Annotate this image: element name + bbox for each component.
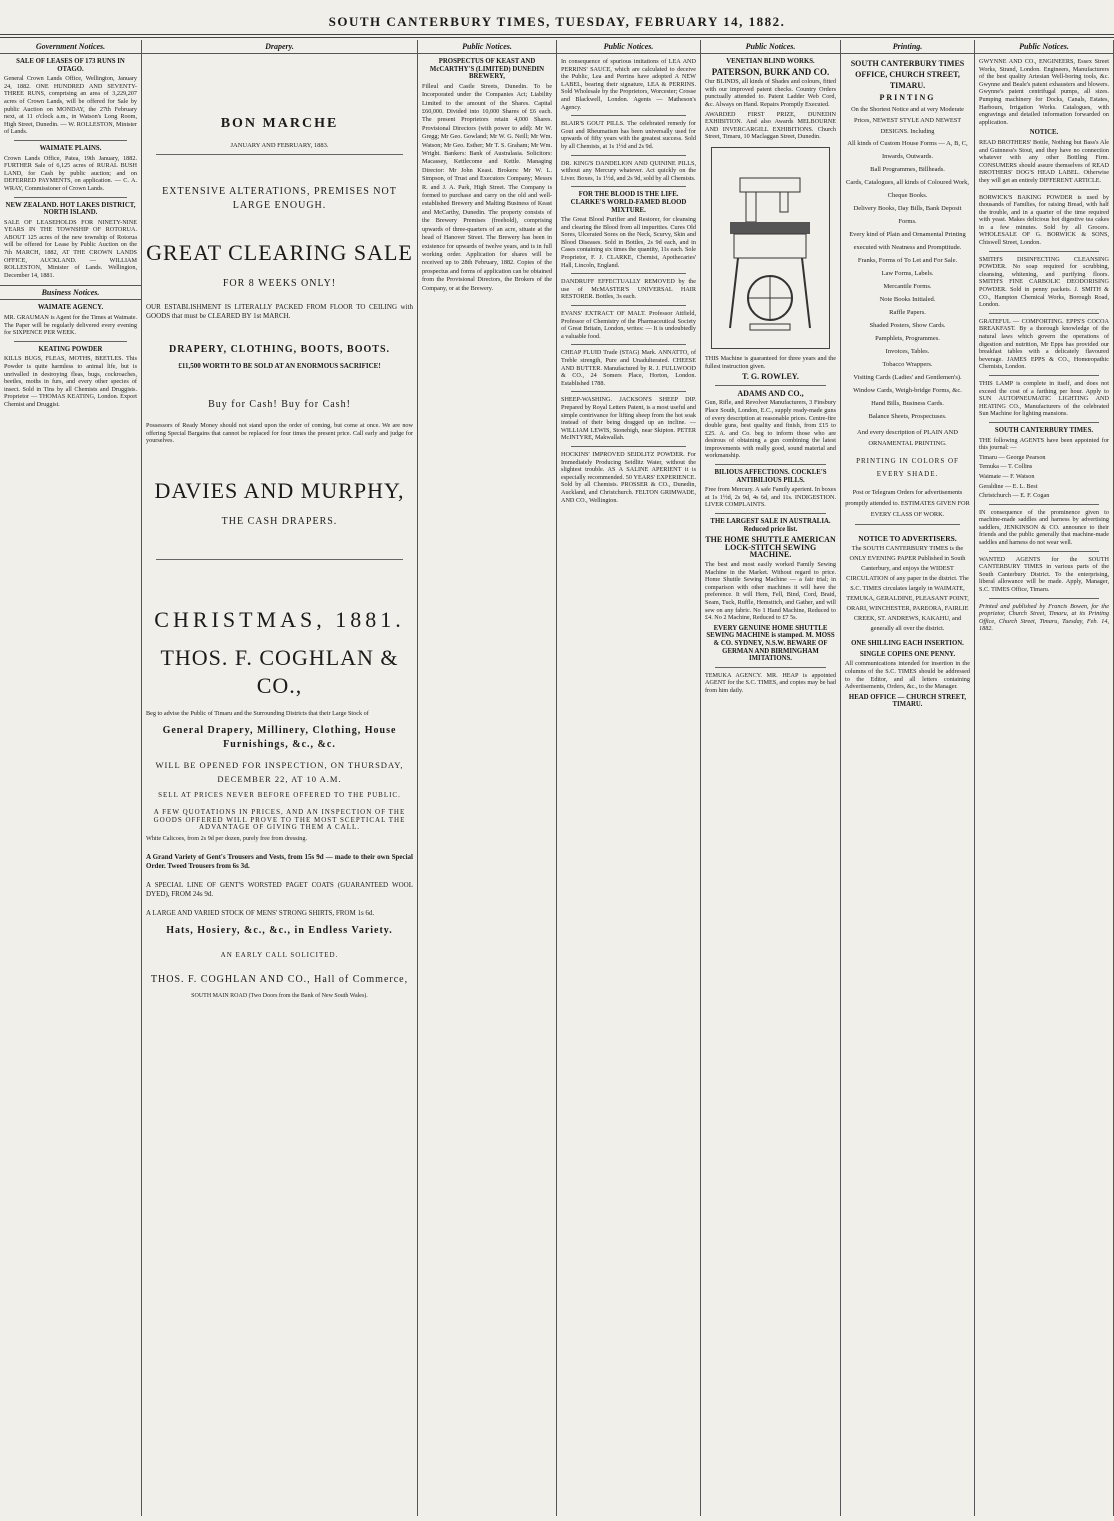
masthead <box>0 0 1114 35</box>
blair-notice: BLAIR'S GOUT PILLS. The celebrated remedy for Gout and Rheumatism has been universally used for upwards of fifty years with the greatest success. Sold by all Chemists, at 1s 1½d and 2s 9d. <box>561 120 696 150</box>
coghlan-intro: Beg to advise the Public of Timaru and the Surrounding Districts that their Large Stock of <box>146 709 369 717</box>
packed-notice: OUR ESTABLISHMENT IS LITERALLY PACKED FROM FLOOR TO CEILING with GOODS that must be CLEARED BY 1st MARCH. <box>146 302 413 320</box>
bon-marche-title: BON MARCHE <box>220 116 339 131</box>
drapery-line: DRAPERY, CLOTHING, BOOTS, BOOTS. <box>168 343 391 355</box>
sewing-machine-illustration <box>711 147 831 349</box>
prospectus-title: PROSPECTUS OF KEAST AND McCARTHY'S (LIMITED) DUNEDIN BREWERY, <box>429 58 545 81</box>
notice-body: KILLS BUGS, FLEAS, MOTHS, BEETLES. This Powder is quite harmless to animal life, but is unrivalled in destroying fleas, bugs, cockroaches, beetles, moths in furs, and every other species of insect. Sold in Tins by all Chemists and Druggists. Proprietor — THOMAS KEATING, London. Export Chemist and Druggist. <box>4 355 137 408</box>
agent-entry: Christchurch — E. F. Cogan <box>979 492 1050 500</box>
printing-item: Every kind of Plain and Ornamental Printing executed with Neatness and Promptitude. <box>849 230 966 251</box>
divider <box>571 186 686 187</box>
head-office: HEAD OFFICE — CHURCH STREET, TIMARU. <box>848 693 967 709</box>
divider <box>715 513 826 514</box>
lighting-notice: THIS LAMP is complete in itself, and does not exceed the cost of a farthing per hour. Apply to SUN AUTOPNEUMATIC LIGHTING AND HEATING CO., Manufacturers of the celebrated Sun Machine for lighting mansions. <box>979 379 1109 418</box>
bon-marche-dates: JANUARY AND FEBRUARY, 1883. <box>230 142 329 149</box>
divider <box>855 524 960 525</box>
machine-caption: THIS Machine is guaranteed for three years and the fullest instruction given. <box>705 354 836 370</box>
notice-advertisers-title: NOTICE TO ADVERTISERS. <box>858 533 957 543</box>
wanted-agents: WANTED AGENTS for the SOUTH CANTERBURY TIMES in various parts of the South Canterbury District. To the enterprising, liberal allowance will be made. Apply, Manager, S.C. TIMES Office, Timaru. <box>979 555 1109 594</box>
blood-title: FOR THE BLOOD IS THE LIFE. CLARKE'S WORLD-FAMED BLOOD MIXTURE. <box>570 191 687 214</box>
printing-list <box>845 137 970 423</box>
plain-ornamental: And every description of PLAIN AND ORNAMENTAL PRINTING. <box>857 428 958 447</box>
prospectus-body: Filleul and Castle Streets, Dunedin. To be Incorporated under the Companies Act; Liability Limited to the amount of the Shares. Capital £60,000. Divided into 10,000 Shares of £6 each. The present Proprietors retain 4,000 Shares. Provisional Directors (with power to add): Mr W. Gregg; Mr Geo. Gowland; Mr W. G. Neill; Mr Wm. Watson; Mr Geo. Esther; Mr T. S. Graham; Mr Wm. Wright. Bankers: Bank of Australasia. Solicitors: Macassey, Kettlecome and Kettle. Managing Director: Mr John Keast. Brokers: Mr W. L. Simpson, of Trust and Executors Company; Messrs R. and J. A. Park, High Street. The Company is formed to purchase and carry on the old and well-established Brewery and Malting Business of Keast and McCarthy, Dunedin. The property consists of the Brewery Premises (freehold), comprising upwards of three-quarters of an acre, situate at the head of Hanover Street. The Brewery has been in existence for upwards of twelve years, and is in full working order. Application for shares will be received up to 28th February, 1882. Copies of the prospectus and forms of application can be obtained from the Provisional Directors, the Brokers of the Company, or at the Brewery. <box>422 82 552 292</box>
divider <box>989 189 1099 190</box>
bargains-text: Possessors of Ready Money should not stand upon the order of coming, but come at once. We are now offering Special Bargains that cannot be replaced for four times the present price. Call early and judge for yourselves. <box>146 422 413 445</box>
printing-colours: PRINTING IN COLORS OF EVERY SHADE. <box>856 456 959 478</box>
notice-title: WAIMATE AGENCY. <box>37 304 104 312</box>
notice-title: KEATING POWDER <box>38 345 103 353</box>
rowley-name: T. G. ROWLEY. <box>742 372 799 382</box>
printing-item: Tobacco Wrappers. <box>882 360 933 368</box>
divider <box>989 422 1099 423</box>
printing-item: Hand Bills, Business Cards. <box>871 399 944 407</box>
trousers: A Grand Variety of Gent's Trousers and Vests, from 15s 9d — made to their own Special Order. Tweed Trousers from 6s 3d. <box>146 852 413 870</box>
evans-notice: EVANS' EXTRACT OF MALT. Professor Attfield, Professor of Chemistry of the Pharmaceutical Society of Great Britain, London, writes: — It is undoubtedly a valuable food. <box>561 310 696 340</box>
printing-item: Pamphlets, Programmes. <box>875 334 940 342</box>
clearing-sale-title: GREAT CLEARING SALE <box>146 239 413 265</box>
adams-body: Gun, Rifle, and Revolver Manufacturers, 3 Finsbury Place South, London, E.C., supply ready-made guns of every description at reasonable prices. Centre-fire double guns, best quality and finish, from £15 to £25. A. and Co. beg to inform those who are desirous of obtaining a gun combining the latest improvements with really good, sound material and workmanship. <box>705 399 836 460</box>
alterations-heading: EXTENSIVE ALTERATIONS, PREMISES NOT LARGE ENOUGH. <box>162 185 397 211</box>
printing-item: Invoices, Tables. <box>885 347 930 355</box>
printing-item: Window Cards, Weigh-bridge Forms, &c. <box>853 386 962 394</box>
divider <box>571 305 686 306</box>
divider <box>571 155 686 156</box>
lea-perrins-notice: In consequence of spurious imitations of LEA AND PERRINS' SAUCE, which are calculated to deceive the Public, Lea and Perrins have adopted A NEW LABEL, bearing their signature, LEA & PERRINS. Sold Wholesale by the Proprietors, Worcester; Crosse and Blackwell, London. Agents — Matheson's Agency. <box>561 58 696 111</box>
borwick-notice: BORWICK'S BAKING POWDER is used by thousands of Families, for raising Bread, with half the trouble, and in a quarter of the time required with yeast. Makes delicious hot digestive tea cakes in a few minutes. Sold by all Grocers. WHOLESALE OF G. BORWICK & SONS, Chiswell Street, London. <box>979 193 1109 247</box>
column-drapery <box>142 40 418 1516</box>
divider <box>989 375 1099 376</box>
column-public-notices-3 <box>701 40 841 1516</box>
column-header: Public Notices. <box>701 40 840 54</box>
column-public-notices-2 <box>557 40 701 1516</box>
printing-item: Law Forms, Labels. <box>881 269 934 277</box>
communications: All communications intended for insertion in the columns of the S.C. TIMES should be addressed to the Editor, and all letters containing Advertisements, Orders, &c., to the Manager. <box>845 660 970 691</box>
divider <box>715 464 826 465</box>
column-public-notices-4 <box>975 40 1114 1516</box>
agents-list <box>979 454 1109 500</box>
gwynne-notice: GWYNNE AND CO., ENGINEERS, Essex Street Works, Strand, London. Engineers, Manufacturers of the best quality Artesian Well-boring tools, &c. Gwynne and Beale's patent exhausters and blowers. Gwynne's patent centrifugal pumps, all sizes. Pumping machinery for Docks, Canals, Estates, Harbours, Irrigation Works. Catalogues, with engravings and detailed information forwarded on application. <box>979 58 1109 126</box>
award-notice: AWARDED FIRST PRIZE, DUNEDIN EXHIBITION. And also Awards MELBOURNE AND INVERCARGILL EXHIBITIONS. Church Street, Timaru, 10 Maclaggan Street, Dunedin. <box>705 110 836 141</box>
sewing-machine-icon <box>720 158 820 338</box>
cockle-body: Free from Mercury. A safe Family aperient. In boxes at 1s 1½d, 2s 9d, 4s 6d, and 11s. INDIGESTION. LIVER COMPLAINTS. <box>705 486 836 509</box>
opening-notice: WILL BE OPENED FOR INSPECTION, ON THURSDAY, DECEMBER 22, AT 10 A.M. <box>155 759 404 784</box>
printing-intro: On the Shortest Notice and at very Moderate Prices, NEWEST STYLE AND NEWEST DESIGNS. Including <box>851 105 964 135</box>
davies-murphy-title: DAVIES AND MURPHY, <box>154 477 405 503</box>
early-call: AN EARLY CALL SOLICITED. <box>220 950 339 959</box>
divider <box>571 391 686 392</box>
coghlan-title: THOS. F. COGHLAN & CO., <box>160 644 399 698</box>
coghlan-address: SOUTH MAIN ROAD (Two Doors from the Bank of New South Wales). <box>191 993 368 1000</box>
printing-item: Ball Programmes, Billheads. <box>870 165 945 173</box>
sell-prices: SELL AT PRICES NEVER BEFORE OFFERED TO THE PUBLIC. <box>158 790 401 799</box>
shirts: A LARGE AND VARIED STOCK OF MENS' STRONG SHIRTS, FROM 1s 6d. <box>146 908 375 917</box>
jenkinson-notice: IN consequence of the prominence given to machine-made saddles and harness by advertising saddlers, JENKINSON & CO. announce to their friends and the public generally that machine-made saddles and harness do not wear well. <box>979 508 1109 547</box>
read-brothers-notice: READ BROTHERS' Bottle, Nothing but Bass's Ale and Guinness's Stout, and they have no connection whatever with any other Bottling Firm. CONSUMERS should assure themselves of READ BROTHERS' DOG'S HEAD LABEL. Otherwise they will get an entirely DIFFERENT ARTICLE. <box>979 138 1109 184</box>
christmas-title: CHRISTMAS, 1881. <box>154 606 405 632</box>
divider <box>989 504 1099 505</box>
divider <box>14 341 127 342</box>
printing-item: All kinds of Custom House Forms — A, B, C, Inwards, Outwards. <box>847 139 968 160</box>
printing-item: Raffle Papers. <box>889 308 926 316</box>
calicoes: White Calicoes, from 2s 9d per dozen, purely free from dressing. <box>146 834 307 842</box>
estimates: Post or Telegram Orders for advertisements promptly attended to. ESTIMATES GIVEN FOR EVERY CLASS OF WORK. <box>845 488 970 518</box>
divider <box>571 115 686 116</box>
masthead-rule <box>0 37 1114 38</box>
printing-item: Mercantile Forms. <box>883 282 932 290</box>
printing-item: Visiting Cards (Ladies' and Gentlemen's). <box>853 373 962 381</box>
divider <box>571 446 686 447</box>
divider <box>715 385 826 386</box>
divider <box>989 313 1099 314</box>
imprint: Printed and published by Francis Bowen, for the proprietor, Church Street, Timaru, at its Printing Office, Church Street, Timaru, Tuesday, Feb. 14, 1882. <box>979 602 1109 633</box>
largest-sale: THE LARGEST SALE IN AUSTRALIA. Reduced price list. <box>710 518 831 533</box>
notice-body: SALE OF LEASEHOLDS FOR NINETY-NINE YEARS IN THE TOWNSHIP OF ROTORUA. ABOUT 125 acres of the new township of Rotorua will be offered for Lease by Public Auction on the 7th MARCH, 1882, AT THE CROWN LANDS OFFICE, AUCKLAND. — WILLIAM ROLLESTON, Minister of Lands. Wellington, December 14, 1881. <box>4 218 137 279</box>
printing-item: Balance Sheets, Prospectuses. <box>868 412 947 420</box>
agent-entry: Geraldine — E. L. Best <box>979 482 1038 490</box>
agent-entry: Waimate — F. Watson <box>979 472 1035 480</box>
blood-body: The Great Blood Purifier and Restorer, for cleansing and clearing the Blood from all impurities. Cures Old Sores, Ulcerated Sores on the Neck, Scurvy, Skin and Blood Diseases. Sold in Bottles, 2s 9d each, and in Cases containing six times the quantity, 11s each. Sole Proprietor, F. J. CLARKE, Chemist, Apothecaries' Hall, Lincoln, England. <box>561 216 696 269</box>
agents-title: SOUTH CANTERBURY TIMES. <box>994 426 1094 434</box>
quotations: A FEW QUOTATIONS IN PRICES, AND AN INSPECTION OF THE GOODS OFFERED WILL PROVE TO THE MOST SCEPTICAL THE ADVANTAGE OF GIVING THEM A CALL. <box>153 808 406 832</box>
sheep-notice: SHEEP-WASHING. JACKSON'S SHEEP DIP. Prepared by Royal Letters Patent, is a most useful and simple contrivance for lifting sheep from the hot soak instead of their being dragged up an incline. — WILLIAM LEWIS, Stonehigh, near Skipton. PETER McINTYRE, Makwallah. <box>561 396 696 442</box>
weeks-only: FOR 8 WEEKS ONLY! <box>222 277 337 289</box>
worsted-coats: A SPECIAL LINE OF GENT'S WORSTED PAGET COATS (GUARANTEED WOOL DYED), FROM 24s 9d. <box>146 880 413 898</box>
blinds-body: Our BLINDS, all kinds of Shades and colours, fitted with our improved patent checks. Country Orders punctually attended to. Patent Ladder Web Cord, &c. Always on Hand. Repairs Promptly Executed. <box>705 78 836 108</box>
notice-body: General Crown Lands Office, Wellington, January 24, 1882. ONE HUNDRED AND SEVENTY-THREE RUNS, comprising an area of 3,229,207 acres of Crown Lands, will be offered for Sale by public Auction on MONDAY, the 27th February next, at 11 o'clock a.m., in Watson's Long Room, High Street, Dunedin. — W. ROLLESTON, Minister of Lands. <box>4 75 137 136</box>
notice-title: SALE OF LEASES OF 173 RUNS IN OTAGO. <box>16 58 125 73</box>
divider <box>989 251 1099 252</box>
divider <box>571 344 686 345</box>
column-header: Public Notices. <box>975 40 1113 54</box>
shilling-insertion: ONE SHILLING EACH INSERTION. <box>851 640 964 648</box>
printing-item: Cards, Catalogues, all kinds of Coloured Work, Cheque Books. <box>845 178 970 199</box>
shuttle-title: THE HOME SHUTTLE AMERICAN LOCK-STITCH SEWING MACHINE. <box>705 535 836 560</box>
column-public-notices-1 <box>418 40 557 1516</box>
sacrifice-line: £11,500 WORTH TO BE SOLD AT AN ENORMOUS SACRIFICE! <box>178 361 381 370</box>
agents-intro: THE following AGENTS have been appointed for this journal: — <box>979 436 1109 452</box>
printing-item: Franks, Forms of To Let and For Sale. <box>857 256 958 264</box>
hall-of-commerce: THOS. F. COGHLAN AND CO., Hall of Commerce, <box>150 974 409 986</box>
temuka-agency: TEMUKA AGENCY. MR. HEAP is appointed AGENT for the S.C. TIMES, and copies may be had from him daily. <box>705 671 836 694</box>
buy-cash-line: Buy for Cash! Buy for Cash! <box>208 399 351 411</box>
masthead-title: SOUTH CANTERBURY TIMES, TUESDAY, FEBRUARY 14, 1882. <box>328 14 786 29</box>
printing-item: Note Books Initialed. <box>879 295 936 303</box>
column-header: Drapery. <box>142 40 417 54</box>
notice-heading: NOTICE. <box>1029 129 1059 137</box>
cockle-title: BILIOUS AFFECTIONS. COCKLE'S ANTIBILIOUS PILLS. <box>714 469 827 484</box>
divider <box>571 273 686 274</box>
printing-item: Shaded Posters, Show Cards. <box>869 321 946 329</box>
king-notice: DR. KING'S DANDELION AND QUININE PILLS, without any Mercury whatever. Act quickly on the Liver. Boxes, 1s 1½d, and 2s 9d, sold by all Chemists. <box>561 159 696 182</box>
column-government-notices <box>0 40 142 1516</box>
printing-title: PRINTING <box>879 93 936 102</box>
notice-body: Crown Lands Office, Patea, 19th January, 1882. FURTHER Sale of 6,125 acres of RURAL BUSH LAND, for Cash by public auction; and on DEFERRED PAYMENTS, on application. — C. A. WRAY, Commissioner of Crown Lands. <box>4 154 137 192</box>
general-drapery: General Drapery, Millinery, Clothing, House Furnishings, &c., &c. <box>162 724 397 750</box>
adams-title: ADAMS AND CO., <box>737 388 804 398</box>
single-copies: SINGLE COPIES ONE PENNY. <box>859 650 956 658</box>
column-header: Public Notices. <box>557 40 700 54</box>
column-header: Printing. <box>841 40 974 54</box>
divider <box>14 140 127 141</box>
divider <box>989 598 1099 599</box>
printing-item: Delivery Books, Day Bills, Bank Deposit Forms. <box>853 204 962 225</box>
divider <box>989 551 1099 552</box>
agent-entry: Timaru — George Pearson <box>979 453 1046 461</box>
notice-title: WAIMATE PLAINS. <box>39 144 102 152</box>
epps-notice: GRATEFUL — COMFORTING. EPPS'S COCOA BREAKFAST. By a thorough knowledge of the natural laws which govern the operations of digestion and nutrition, Mr Epps has provided our breakfast tables with a delicately flavoured beverage. JAMES EPPS & CO., Homœopathic Chemists, London. <box>979 317 1109 371</box>
column-printing <box>841 40 975 1516</box>
divider <box>156 154 403 155</box>
cash-drapers: THE CASH DRAPERS. <box>221 515 338 527</box>
hockins-notice: HOCKINS' IMPROVED SEIDLITZ POWDER. For Immediately Producing Seidlitz Water, without the slightest trouble. AS A SALINE APERIENT it is especially recommended. 50 YEARS' EXPERIENCE. Sold by all Chemists. PROSSER & CO., Dunedin, Auckland, and Christchurch. FELTON GRIMWADE, AND CO., Wellington. <box>561 450 696 504</box>
notice-advertisers-body: The SOUTH CANTERBURY TIMES is the ONLY EVENING PAPER Published in South Canterbury, and enjoys the WIDEST CIRCULATION of any paper in the district. The S.C. TIMES circulates largely in WAIMATE, TEMUKA, GERALDINE, PLEASANT POINT, ORARI, WINCHESTER, PAREORA, FAIRLIE CREEK, ST. ANDREWS, KAKAHU, and generally all over the district. <box>846 545 969 633</box>
annatto-notice: CHEAP FLUID Trade (STAG) Mark. ANNATTO, of Treble strength, Pure and Unadulterated. CHEESE AND BUTTER. Manufactured by R. J. FULLWOOD & CO., 24 Somers Place, Horton, London. Established 1788. <box>561 349 696 387</box>
agent-entry: Temuka — T. Collins <box>979 463 1033 471</box>
shuttle-body: The best and most easily worked Family Sewing Machine in the Market. Without regard to price. Home Shuttle Sewing Machine — a fair trial; in comparison with other machines it will have the preference. It will Hem, Fell, Bind, Cord, Braid, Seam, Tuck, Ruffle, Hemstitch, and Gather, and will sew on any fabric. No 1 Hand Machine, Reduced to £4. No 2 Machine, Reduced to £7 5s. <box>705 561 836 622</box>
office-title: SOUTH CANTERBURY TIMES OFFICE, CHURCH STREET, TIMARU. <box>850 59 965 90</box>
blinds-title: VENETIAN BLIND WORKS. <box>726 58 815 65</box>
smiths-notice: SMITH'S DISINFECTING CLEANSING POWDER. No soap required for scrubbing, cleansing, whitening, and purifying floors. SMITH'S FINE CARBOLIC DEODORISING POWDER. Sold in penny packets. J. SMITH & CO., Hampton Chemical Works, Borough Road, London. <box>979 255 1109 309</box>
blinds-firm: PATERSON, BURK AND CO. <box>711 66 830 77</box>
genuine-notice: EVERY GENUINE HOME SHUTTLE SEWING MACHINE is stamped. M. MOSS & CO. SYDNEY, N.S.W. BEWARE OF GERMAN AND BIRMINGHAM IMITATIONS. <box>706 624 835 663</box>
column-header: Government Notices. <box>0 40 141 54</box>
hosiery: Hats, Hosiery, &c., &c., in Endless Variety. <box>166 924 393 936</box>
notice-title: NEW ZEALAND. HOT LAKES DISTRICT, NORTH ISLAND. <box>5 201 136 217</box>
column-subheader: Business Notices. <box>0 285 141 300</box>
column-header: Public Notices. <box>418 40 556 54</box>
divider <box>715 667 826 668</box>
divider <box>14 197 127 198</box>
dandruff-notice: DANDRUFF EFFECTUALLY REMOVED by the use of McMASTER'S UNIVERSAL HAIR RESTORER. Bottles, 3s each. <box>561 278 696 301</box>
notice-body: MR. GRAUMAN is Agent for the Times at Waimate. The Paper will be regularly delivered every evening for SIXPENCE PER WEEK. <box>4 314 137 337</box>
divider <box>156 559 403 560</box>
